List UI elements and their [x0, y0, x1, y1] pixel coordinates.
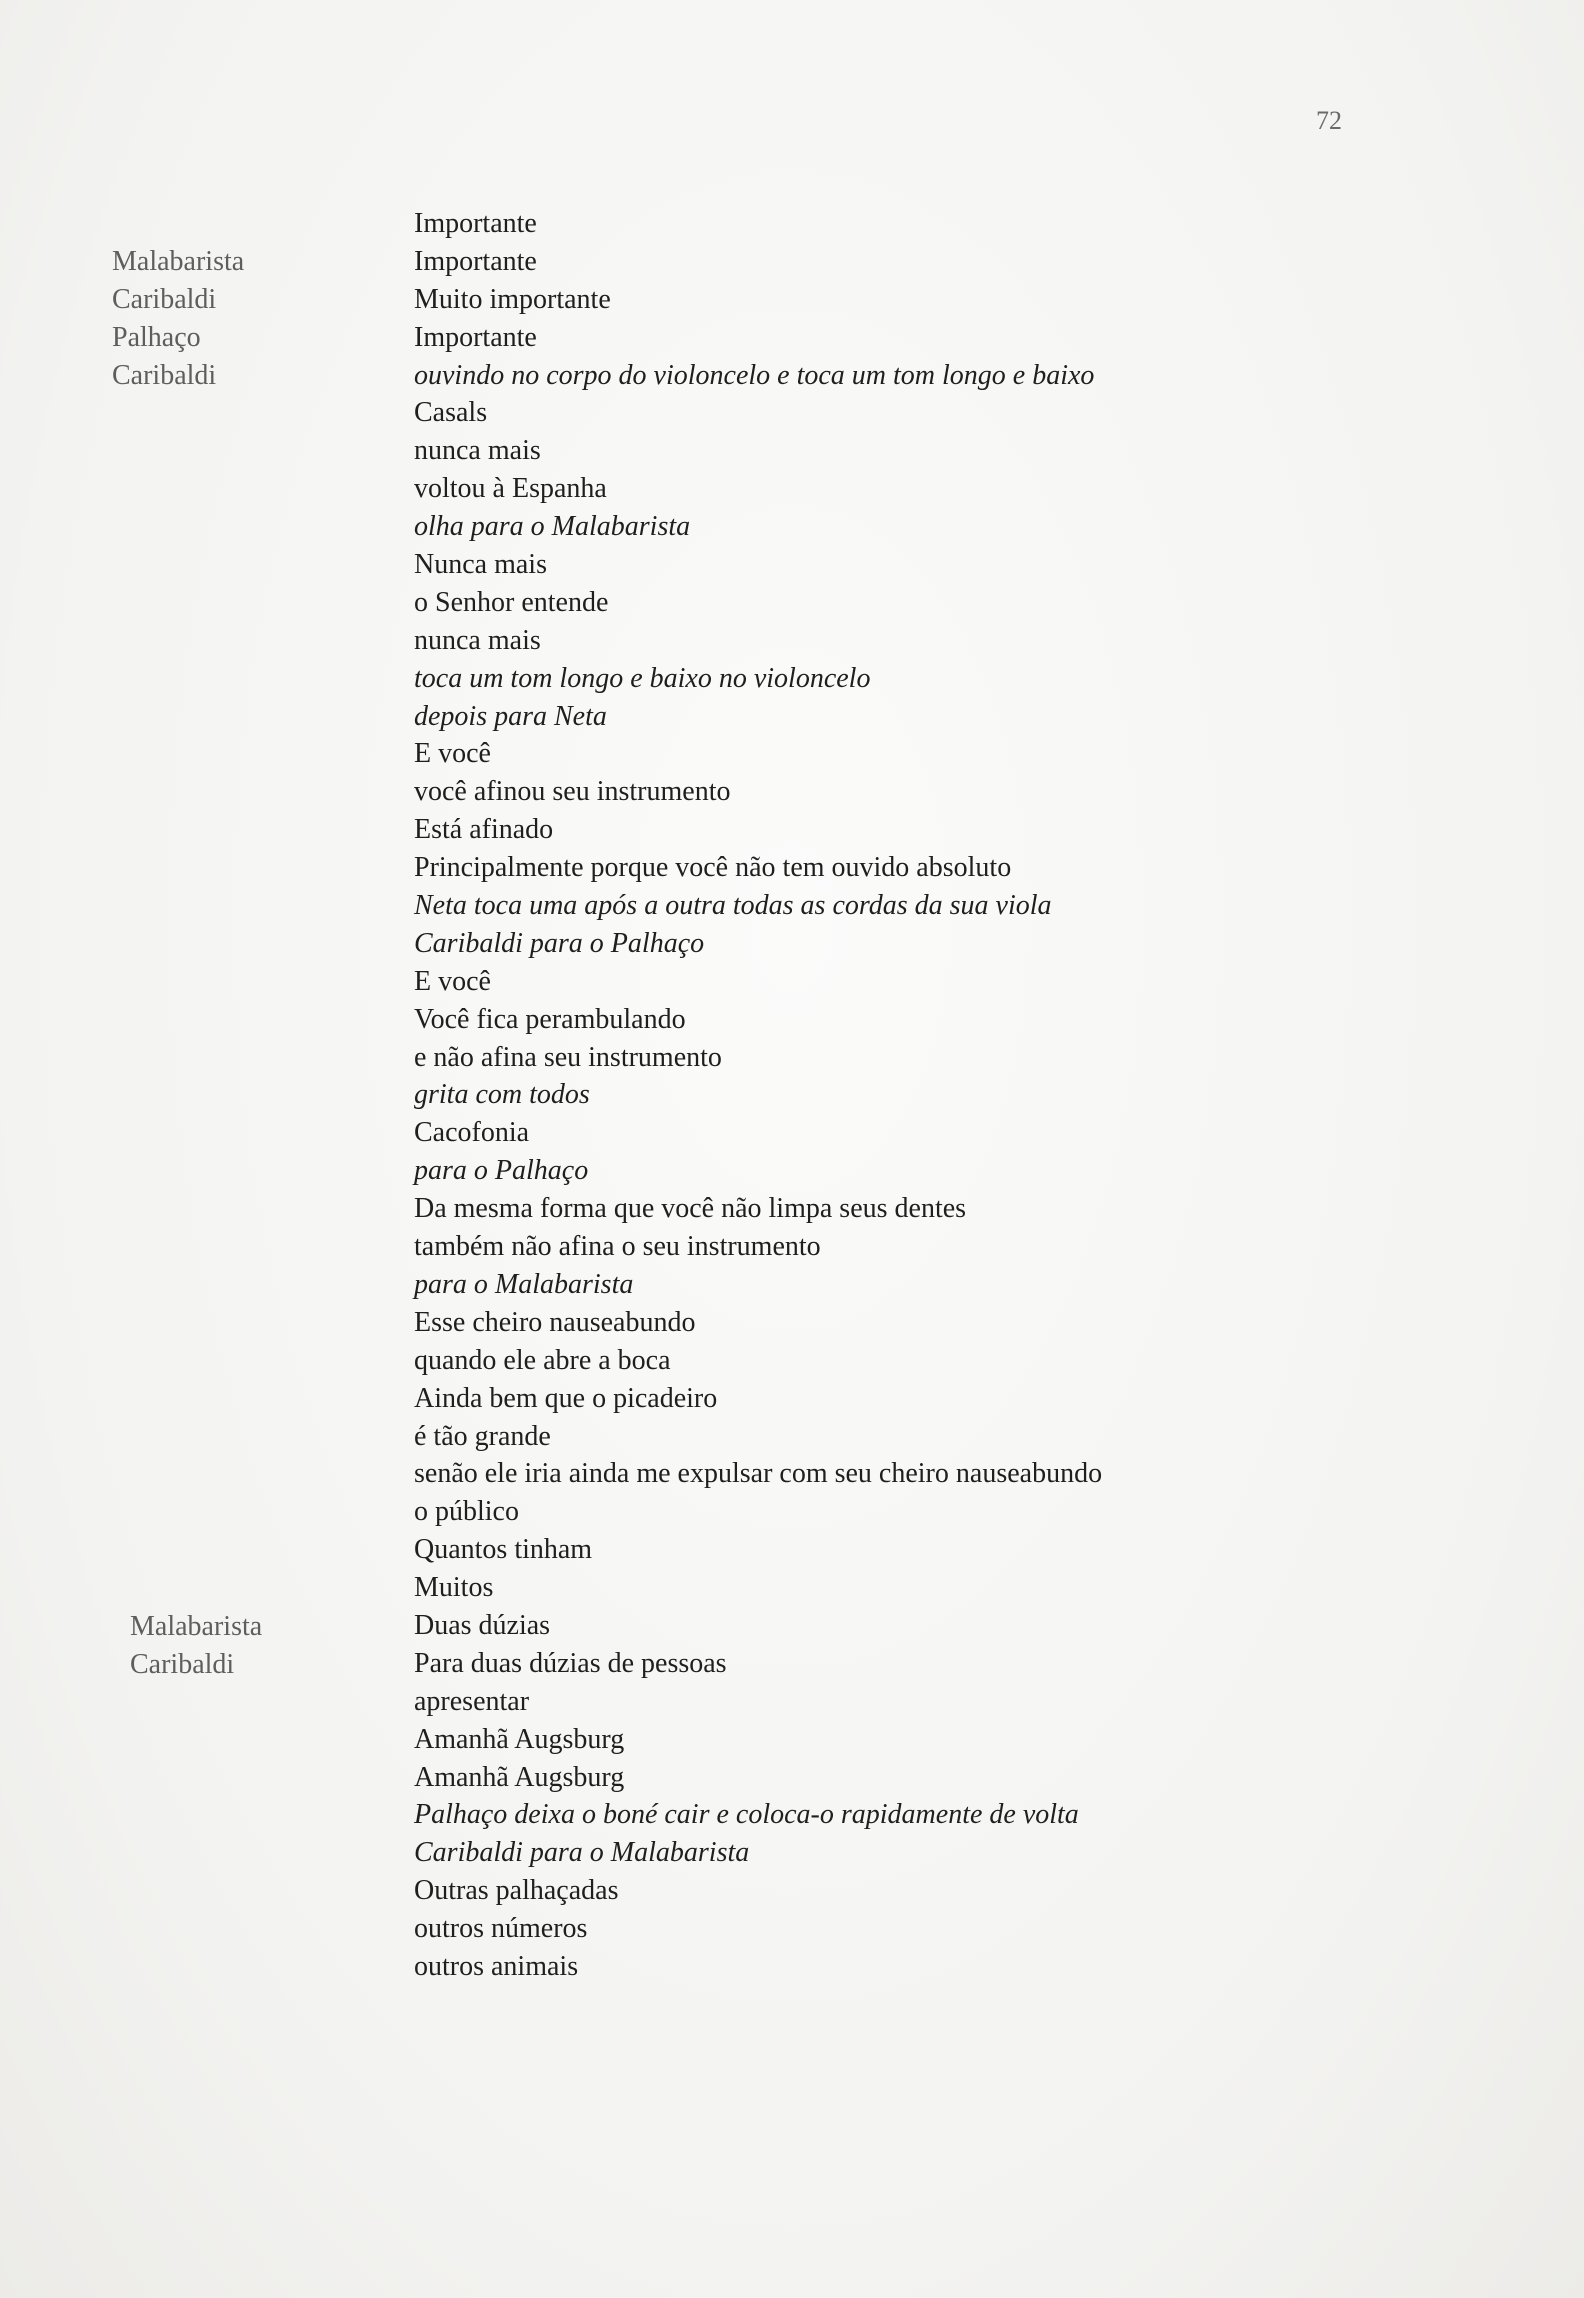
dialogue-line: Nunca mais	[414, 549, 547, 581]
stage-direction-line: Neta toca uma após a outra todas as cordas da sua viola	[414, 890, 1052, 922]
dialogue-line: nunca mais	[414, 435, 541, 467]
dialogue-line: apresentar	[414, 1685, 530, 1717]
dialogue-line: é tão grande	[414, 1420, 551, 1452]
dialogue-line: Outras palhaçadas	[414, 1875, 619, 1907]
stage-direction-line: para o Malabarista	[414, 1268, 634, 1300]
stage-direction-line: Caribaldi para o Palhaço	[414, 927, 705, 959]
dialogue-line: Quantos tinham	[414, 1534, 593, 1566]
dialogue-line: Importante	[414, 208, 537, 239]
dialogue-line: Para duas dúzias de pessoas	[414, 1647, 727, 1679]
dialogue-line: o Senhor entende	[414, 586, 609, 618]
dialogue-line: o público	[414, 1496, 519, 1528]
dialogue-line: Muito importante	[414, 283, 611, 315]
dialogue-line: você afinou seu instrumento	[414, 776, 731, 808]
speaker-name: Malabarista	[130, 1611, 263, 1642]
stage-direction-line: toca um tom longo e baixo no violoncelo	[414, 662, 871, 694]
dialogue-line: Duas dúzias	[414, 1609, 551, 1641]
stage-direction-line: olha para o Malabarista	[414, 511, 691, 543]
dialogue-line: Esse cheiro nauseabundo	[414, 1306, 696, 1338]
dialogue-line: senão ele iria ainda me expulsar com seu cheiro nauseabundo	[414, 1458, 1103, 1490]
dialogue-line: Amanhã Augsburg	[414, 1723, 625, 1755]
stage-direction-line: ouvindo no corpo do violoncelo e toca um tom longo e baixo	[414, 359, 1095, 391]
speaker-names-block-1	[112, 243, 372, 395]
dialogue-line: Você fica perambulando	[414, 1003, 686, 1035]
dialogue-line: Importante	[414, 245, 537, 277]
speaker-name: Palhaço	[112, 321, 201, 353]
dialogue-line: também não afina o seu instrumento	[414, 1231, 821, 1263]
dialogue-line: Importante	[414, 321, 537, 353]
speaker-name: Caribaldi	[112, 359, 217, 391]
stage-direction-line: Caribaldi para o Malabarista	[414, 1837, 750, 1869]
dialogue-lines	[414, 205, 1534, 1986]
speaker-name: Caribaldi	[112, 283, 217, 315]
dialogue-line: Casals	[414, 397, 488, 429]
dialogue-line: Da mesma forma que você não limpa seus dentes	[414, 1193, 967, 1225]
stage-direction-line: grita com todos	[414, 1079, 590, 1111]
speaker-name: Caribaldi	[130, 1648, 235, 1680]
stage-direction-line: depois para Neta	[414, 700, 607, 732]
stage-direction-line: para o Palhaço	[414, 1155, 589, 1187]
dialogue-line: e não afina seu instrumento	[414, 1041, 722, 1073]
stage-direction-line: Palhaço deixa o boné cair e coloca-o rapidamente de volta	[414, 1799, 1079, 1831]
speaker-names-block-2	[130, 1608, 390, 1684]
dialogue-line: Cacofonia	[414, 1117, 530, 1149]
dialogue-line: outros animais	[414, 1950, 579, 1982]
dialogue-line: Ainda bem que o picadeiro	[414, 1382, 718, 1414]
dialogue-line: voltou à Espanha	[414, 473, 607, 505]
dialogue-line: E você	[414, 738, 491, 770]
page-number: 72	[1316, 106, 1342, 135]
dialogue-line: Amanhã Augsburg	[414, 1761, 625, 1793]
dialogue-line: E você	[414, 965, 491, 997]
dialogue-line: Principalmente porque você não tem ouvido absoluto	[414, 852, 1012, 884]
speaker-name: Malabarista	[112, 246, 245, 277]
dialogue-line: Está afinado	[414, 814, 554, 846]
dialogue-line: outros números	[414, 1913, 588, 1945]
dialogue-line: Muitos	[414, 1572, 494, 1604]
dialogue-line: quando ele abre a boca	[414, 1344, 671, 1376]
dialogue-line: nunca mais	[414, 624, 541, 656]
